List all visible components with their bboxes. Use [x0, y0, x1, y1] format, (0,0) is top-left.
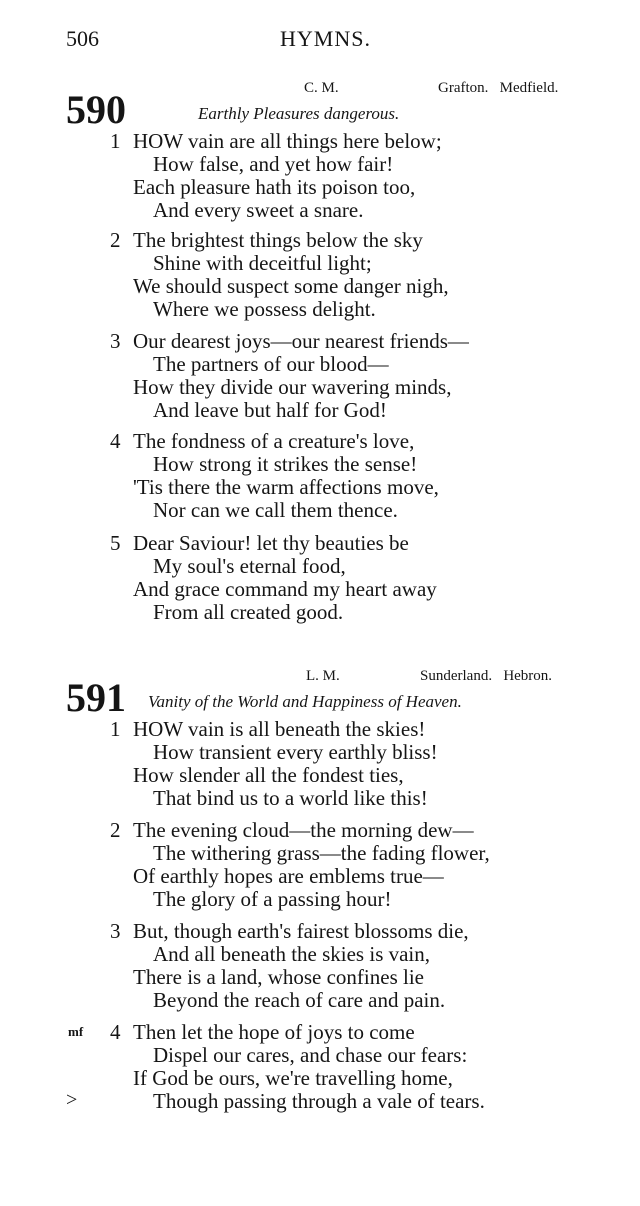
- verse-line: Dispel our cares, and chase our fears:: [153, 1043, 468, 1067]
- hymn-590-number: 590: [66, 87, 126, 132]
- verse-line: How transient every earthly bliss!: [153, 740, 438, 764]
- verse-line: The partners of our blood—: [153, 352, 389, 376]
- verse-line: Though passing through a vale of tears.: [153, 1089, 485, 1113]
- verse-line: Our dearest joys—our nearest friends—: [133, 329, 469, 353]
- verse-line: And leave but half for God!: [153, 398, 387, 422]
- verse-line: My soul's eternal food,: [153, 554, 346, 578]
- verse-line: Shine with deceitful light;: [153, 251, 372, 275]
- verse-line: Then let the hope of joys to come: [133, 1020, 415, 1044]
- stanza-number: 1: [110, 129, 121, 153]
- stanza-number: 4: [110, 1020, 121, 1044]
- verse-line: HOW vain are all things here below;: [133, 129, 442, 153]
- verse-line: And grace command my heart away: [133, 577, 437, 601]
- page-number: 506: [66, 26, 99, 51]
- stanza-number: 1: [110, 717, 121, 741]
- verse-line: The brightest things below the sky: [133, 228, 423, 252]
- verse-line: Dear Saviour! let thy beauties be: [133, 531, 409, 555]
- verse-line: Nor can we call them thence.: [153, 498, 398, 522]
- verse-line: How they divide our wavering minds,: [133, 375, 452, 399]
- verse-line: Of earthly hopes are emblems true—: [133, 864, 444, 888]
- verse-line: And all beneath the skies is vain,: [153, 942, 431, 966]
- hymn-591-tunes: Sunderland. Hebron.: [420, 668, 553, 684]
- stanza-number: 5: [110, 531, 121, 555]
- verse-line: If God be ours, we're travelling home,: [133, 1066, 453, 1090]
- hymn-591-subtitle: Vanity of the World and Happiness of Heaven.: [148, 692, 462, 711]
- verse-line: How slender all the fondest ties,: [133, 763, 404, 787]
- verse-line: The glory of a passing hour!: [153, 887, 392, 911]
- verse-line: How false, and yet how fair!: [153, 152, 394, 176]
- stanza-number: 4: [110, 429, 121, 453]
- verse-line: The fondness of a creature's love,: [133, 429, 415, 453]
- hymn-590-subtitle: Earthly Pleasures dangerous.: [198, 104, 400, 123]
- dynamic-marking: mf: [68, 1024, 84, 1039]
- hymn-590-meter: C. M.: [304, 80, 339, 96]
- verse-line: Where we possess delight.: [153, 297, 376, 321]
- hymn-591-meter: L. M.: [306, 668, 340, 684]
- verse-line: The withering grass—the fading flower,: [153, 841, 490, 865]
- stanza-number: 3: [110, 919, 121, 943]
- verse-line: That bind us to a world like this!: [153, 786, 428, 810]
- verse-line: HOW vain is all beneath the skies!: [133, 717, 426, 741]
- verse-line: But, though earth's fairest blossoms die,: [133, 919, 469, 943]
- stanza-number: 3: [110, 329, 121, 353]
- verse-line: There is a land, whose confines lie: [133, 965, 424, 989]
- verse-line: 'Tis there the warm affections move,: [133, 475, 439, 499]
- verse-line: Beyond the reach of care and pain.: [153, 988, 446, 1012]
- verse-line: We should suspect some danger nigh,: [133, 274, 449, 298]
- stanza-number: 2: [110, 228, 121, 252]
- verse-line: How strong it strikes the sense!: [153, 452, 418, 476]
- hymn-591-number: 591: [66, 675, 126, 720]
- hymn-590-tunes: Grafton. Medfield.: [438, 80, 559, 96]
- verse-line: From all created good.: [153, 600, 344, 624]
- verse-line: Each pleasure hath its poison too,: [133, 175, 416, 199]
- verse-line: And every sweet a snare.: [153, 198, 364, 222]
- verse-line: The evening cloud—the morning dew—: [133, 818, 474, 842]
- running-title: HYMNS.: [280, 26, 371, 51]
- accent-marking: >: [66, 1089, 78, 1111]
- stanza-number: 2: [110, 818, 121, 842]
